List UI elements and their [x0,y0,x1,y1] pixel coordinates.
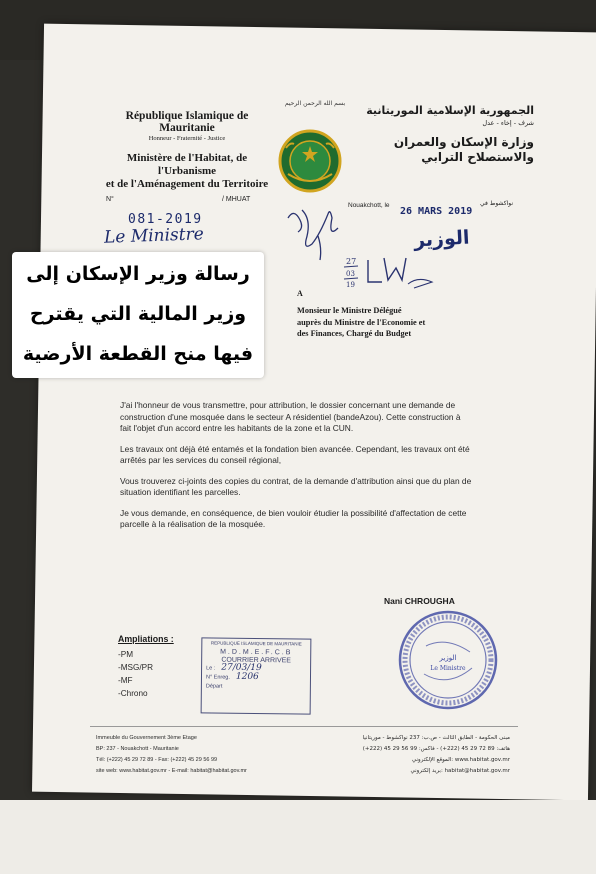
background-bottom [0,800,596,874]
handwritten-date-note-icon [340,254,440,296]
stamp-depart-label: Départ [205,683,223,690]
stamp-n-label: N° Enreg. [205,674,230,681]
ampliation-item: -PM [118,650,134,659]
stamp-depart-row [206,683,310,690]
stamped-date: 26 MARS 2019 [400,206,473,217]
svg-text:03: 03 [346,270,355,278]
header-french [98,110,276,191]
footer-right [340,733,510,777]
body-paragraph-2: Les travaux ont déjà été entamés et la fondation bien avancée. Cependant, les travaux ont été arrêtés par les services du conseil régional, [120,443,470,465]
republic-name-ar: الجمهورية الإسلامية الموريتانية [366,104,534,117]
ministry-line1-fr: Ministère de l'Habitat, de l'Urbanisme [126,152,248,177]
courrier-arrivee-stamp [201,637,312,714]
addressee-line2: auprès du Ministre de l'Economie et [297,317,426,327]
footer-left-line3: Tél: (+222) 45 29 72 89 - Fax: (+222) 45 29 56 99 [96,757,218,763]
motto-fr: Honneur - Fraternité - Justice [148,135,226,142]
round-stamp-fr: Le Ministre [430,665,466,672]
addressee-a: A [297,289,303,298]
stamp-n-value: 1206 [235,671,259,683]
city-label: Nouakchott, le [348,202,390,209]
addressee-line3: des Finances, Chargé du Budget [297,329,412,338]
stamp-line1: REPUBLIQUE ISLAMIQUE DE MAURITANIE [210,640,302,647]
letter-body [120,400,472,540]
footer-left-line2: BP: 237 - Nouakchott - Mauritanie [96,746,179,752]
footer-right-line2: هاتف: 89 72 29 45 (222+) - فاكس: 99 56 29 45 (222+) [362,746,510,752]
stamp-le-label: Le : [206,665,216,672]
footer-left-line4: site web: www.habitat.gov.mr - E-mail: habitat@habitat.gov.mr [96,768,247,774]
ref-mhuat: / MHUAT [222,196,251,203]
city-label-ar: نواكشوط في [480,200,514,207]
stamped-number: 081-2019 [128,212,203,227]
handwritten-wazir: الوزير [413,226,470,252]
handwritten-le-ministre: Le Ministre [103,224,205,248]
ampliation-item: -Chrono [118,689,148,698]
ministry-round-stamp-icon [396,606,500,714]
ministry-name-ar [364,135,534,165]
header-arabic [364,104,534,165]
ministry-name-fr [98,152,276,191]
body-paragraph-4: Je vous demande, en conséquence, de bien vouloir étudier la possibilité d'affectation de cette parcelle à la réalisation de la mosquée. [120,507,467,529]
ampliations-title: Ampliations : [118,634,174,644]
footer-right-line4: بريد إلكتروني: habitat@habitat.gov.mr [410,768,510,774]
footer-rule [90,726,518,727]
ref-number-label: N° [106,196,114,203]
motto-ar: شرف - إخاء - عدل [482,119,534,127]
body-paragraph-1: J'ai l'honneur de vous transmettre, pour attribution, le dossier concernant une demande de construction d'une mosquée dans le secteur A résidentiel (bandeAzou). Cette construction à fait l'objet d'un accord entre les habitants de la zone et la CUN. [120,400,461,433]
caption-overlay [12,252,264,378]
caption-line1: رسالة وزير الإسكان إلى [26,263,250,285]
ministry-line1-ar: وزارة الإسكان والعمران [393,135,534,149]
footer-left [96,733,247,777]
caption-line2: وزير المالية التي يقترح [29,303,247,325]
national-seal-icon [274,128,346,194]
ampliations-list [118,648,153,700]
footer-left-line1: Immeuble du Gouvernement 3ème Etage [96,735,197,741]
signer-name: Nani CHROUGHA [384,596,455,606]
stamp-line3: COURRIER ARRIVEE [221,656,292,665]
addressee-block [297,305,497,340]
body-paragraph-3: Vous trouverez ci-joints des copies du contrat, de la demande d'attribution ainsi que du plan de situation identifiant les parcelles. [120,475,472,497]
footer-right-line1: مبنى الحكومة - الطابق الثالث - ص.ب: 237 نواكشوط - موريتانيا [362,735,510,741]
republic-name-fr: République Islamique de Mauritanie [125,110,249,134]
stamp-le-value: 27/03/19 [221,662,262,674]
round-stamp-ar: الوزير [439,654,457,662]
ministry-line2-ar: والاستصلاح الترابي [421,150,534,164]
ampliation-item: -MF [118,676,133,685]
stamp-line2: M.D.M.E.F.C.B [220,648,293,657]
caption-line3: فيها منح القطعة الأرضية [22,343,254,365]
ministry-line2-fr: et de l'Aménagement du Territoire [105,178,269,190]
basmala: بسم الله الرحمن الرحيم [284,100,346,107]
stamp-number-row [205,671,310,683]
addressee-line1: Monsieur le Ministre Délégué [297,306,402,315]
svg-text:27: 27 [346,257,357,266]
footer-right-line3: الموقع الإلكتروني: www.habitat.gov.mr [411,757,510,763]
ampliation-item: -MSG/PR [118,663,154,672]
svg-text:19: 19 [346,281,355,289]
